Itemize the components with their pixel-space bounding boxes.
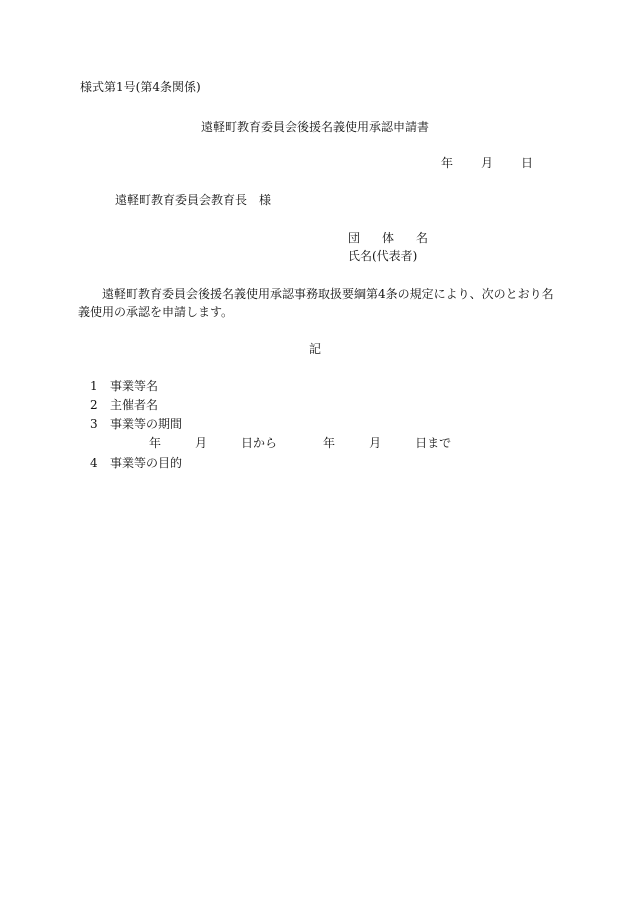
- item-purpose: [90, 455, 182, 471]
- period-to-year: 年: [323, 436, 336, 450]
- request-body-text: 遠軽町教育委員会後援名義使用承認事務取扱要綱第4条の規定により、次のとおり名義使用の承認を申請します。: [78, 287, 554, 319]
- period-from-year: 年: [149, 436, 162, 450]
- org-char: 体: [382, 231, 395, 245]
- item-event-name: [90, 378, 158, 394]
- org-char: 名: [416, 231, 429, 245]
- period-from-month: 月: [195, 436, 208, 450]
- item-number: 1: [90, 379, 98, 393]
- period-from-day: 日から: [241, 436, 278, 450]
- applicant-name-label: 氏名(代表者): [348, 249, 418, 263]
- item-label: 主催者名: [110, 398, 159, 412]
- document-title: 遠軽町教育委員会後援名義使用承認申請書: [200, 120, 429, 134]
- item-number: 2: [90, 398, 98, 412]
- item-label: 事業等の目的: [110, 456, 183, 470]
- period-to-month: 月: [369, 436, 382, 450]
- item-number: 4: [90, 456, 98, 470]
- date-line: [441, 155, 533, 171]
- recipient: 遠軽町教育委員会教育長 様: [115, 193, 272, 207]
- item-label: 事業等名: [110, 379, 159, 393]
- period-to-day: 日まで: [415, 436, 452, 450]
- date-year-label: 年: [441, 156, 454, 170]
- date-month-label: 月: [481, 156, 494, 170]
- org-char: 団: [348, 231, 361, 245]
- item-label: 事業等の期間: [110, 417, 183, 431]
- period-line: [149, 435, 451, 451]
- item-organizer: [90, 397, 158, 413]
- item-period: [90, 416, 182, 432]
- date-day-label: 日: [521, 156, 534, 170]
- form-number: 様式第1号(第4条関係): [80, 80, 201, 94]
- ki-heading: 記: [308, 342, 321, 356]
- applicant-org-label: [348, 230, 428, 246]
- item-number: 3: [90, 417, 98, 431]
